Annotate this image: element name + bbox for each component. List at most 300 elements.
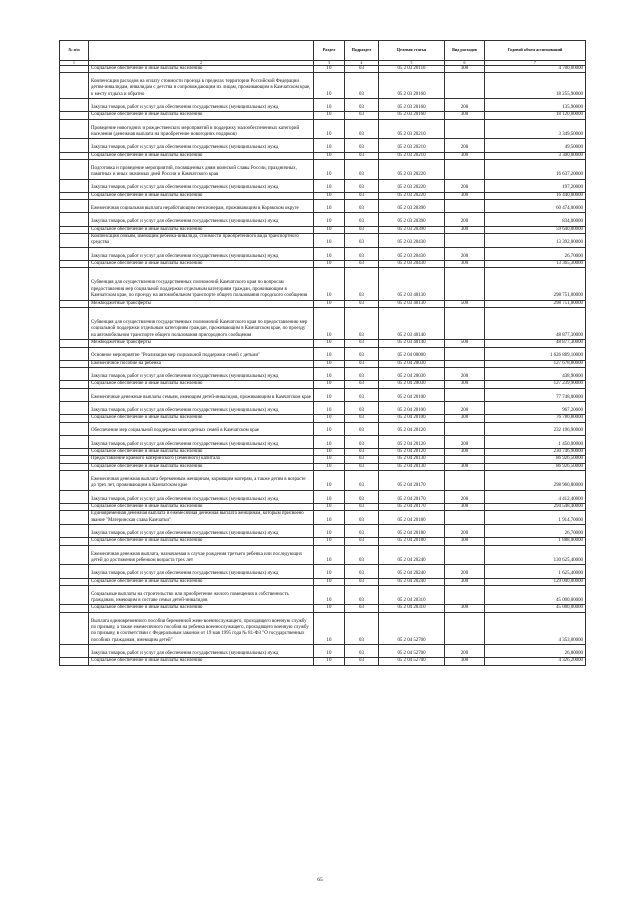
row-razdel-cell: 10 xyxy=(314,511,345,525)
row-target-article-cell: 05 2 03 20160 xyxy=(379,112,445,119)
row-name-cell: Закупка товаров, работ и услуг для обеспечения государственных (муниципальных) нужд xyxy=(89,139,314,152)
row-number-cell xyxy=(60,449,89,456)
row-name-cell: Проведение новогодних и рождественских мероприятий в поддержку малообеспеченных категорий населения (денежная выплата на приобретение новогодних подарков) xyxy=(89,119,314,139)
row-amount-cell: 129 000,00000 xyxy=(485,578,586,585)
row-name-cell: Социальное обеспечение и иные выплаты населению xyxy=(89,503,314,510)
row-number-cell xyxy=(60,605,89,612)
row-name-cell: Закупка товаров, работ и услуг для обеспечения государственных (муниципальных) нужд xyxy=(89,435,314,448)
row-number-cell xyxy=(60,360,89,367)
row-razdel-cell: 10 xyxy=(314,525,345,538)
row-amount-cell: 4 700,00000 xyxy=(485,66,586,73)
row-number-cell xyxy=(60,490,89,503)
col-number: 1 xyxy=(60,61,89,66)
row-number-cell xyxy=(60,268,89,300)
row-podrazdel-cell: 03 xyxy=(345,415,379,422)
row-podrazdel-cell: 03 xyxy=(345,200,379,213)
row-name-cell: Закупка товаров, работ и услуг для обеспечения государственных (муниципальных) нужд xyxy=(89,565,314,578)
row-target-article-cell: 05 2 04 20180 xyxy=(379,511,445,525)
row-target-article-cell: 05 2 04 20030 xyxy=(379,368,445,381)
row-target-article-cell: 05 2 03 20390 xyxy=(379,226,445,233)
row-razdel-cell: 10 xyxy=(314,585,345,605)
row-amount-cell: 60 474,00000 xyxy=(485,200,586,213)
table-row xyxy=(60,511,586,525)
table-row xyxy=(60,360,586,367)
row-expense-type-cell: 200 xyxy=(445,179,485,192)
table-row xyxy=(60,260,586,267)
row-target-article-cell: 05 2 04 20180 xyxy=(379,538,445,545)
row-razdel-cell: 10 xyxy=(314,200,345,213)
table-row xyxy=(60,192,586,199)
row-number-cell xyxy=(60,347,89,360)
row-amount-cell: 197,20000 xyxy=(485,179,586,192)
row-razdel-cell: 10 xyxy=(314,463,345,470)
row-expense-type-cell xyxy=(445,73,485,99)
row-expense-type-cell: 500 xyxy=(445,340,485,347)
row-target-article-cell: 05 2 03 20430 xyxy=(379,233,445,247)
row-podrazdel-cell: 03 xyxy=(345,471,379,491)
row-number-cell xyxy=(60,112,89,119)
row-number-cell xyxy=(60,612,89,644)
table-row xyxy=(60,503,586,510)
row-expense-type-cell: 200 xyxy=(445,247,485,260)
row-amount-cell: 1 625,40000 xyxy=(485,565,586,578)
row-name-cell: Ежемесячная денежная выплата беременным женщинам, кормящим матерям, а также детям в возрасте до трех лет, проживающим в Камчатском крае xyxy=(89,471,314,491)
row-expense-type-cell: 300 xyxy=(445,381,485,388)
row-number-cell xyxy=(60,308,89,340)
row-podrazdel-cell: 03 xyxy=(345,368,379,381)
header-podrazdel: Подраздел xyxy=(345,41,379,61)
row-number-cell xyxy=(60,300,89,307)
row-expense-type-cell: 300 xyxy=(445,226,485,233)
row-podrazdel-cell: 03 xyxy=(345,545,379,565)
row-expense-type-cell xyxy=(445,585,485,605)
row-number-cell xyxy=(60,368,89,381)
table-row xyxy=(60,247,586,260)
row-number-cell xyxy=(60,192,89,199)
row-razdel-cell: 10 xyxy=(314,415,345,422)
row-number-cell xyxy=(60,247,89,260)
table-row xyxy=(60,73,586,99)
table-row xyxy=(60,565,586,578)
row-number-cell xyxy=(60,152,89,159)
row-podrazdel-cell: 03 xyxy=(345,300,379,307)
row-podrazdel-cell: 03 xyxy=(345,490,379,503)
row-razdel-cell: 10 xyxy=(314,247,345,260)
row-target-article-cell: 05 2 04 52700 xyxy=(379,645,445,658)
table-row xyxy=(60,585,586,605)
row-razdel-cell: 10 xyxy=(314,260,345,267)
table-row xyxy=(60,347,586,360)
row-number-cell xyxy=(60,66,89,73)
row-target-article-cell: 05 2 03 20110 xyxy=(379,66,445,73)
row-name-cell: Закупка товаров, работ и услуг для обеспечения государственных (муниципальных) нужд xyxy=(89,99,314,112)
row-razdel-cell: 10 xyxy=(314,300,345,307)
col-number: 2 xyxy=(89,61,314,66)
row-razdel-cell: 10 xyxy=(314,381,345,388)
row-amount-cell: 232 196,90000 xyxy=(485,422,586,435)
row-name-cell: Подготовка и проведение мероприятий, посвященных дням воинской славы России, праздничных, памятных и иных значимых дней России и Камчатского края xyxy=(89,160,314,180)
row-expense-type-cell xyxy=(445,308,485,340)
row-name-cell: Единовременная денежная выплата и ежемесячная денежная выплата женщинам, которым присвоено звание "Материнская слава Камчатки" xyxy=(89,511,314,525)
row-target-article-cell: 05 2 04 20170 xyxy=(379,471,445,491)
table-row xyxy=(60,490,586,503)
row-amount-cell: 834,00000 xyxy=(485,213,586,226)
row-target-article-cell: 05 2 03 20220 xyxy=(379,179,445,192)
row-podrazdel-cell: 03 xyxy=(345,645,379,658)
row-amount-cell: 59 640,00000 xyxy=(485,226,586,233)
row-number-cell xyxy=(60,233,89,247)
row-razdel-cell: 10 xyxy=(314,340,345,347)
row-name-cell: Социальное обеспечение и иные выплаты населению xyxy=(89,415,314,422)
row-name-cell: Социальное обеспечение и иные выплаты населению xyxy=(89,381,314,388)
row-podrazdel-cell: 03 xyxy=(345,160,379,180)
col-number: 7 xyxy=(485,61,586,66)
row-target-article-cell: 05 2 04 20030 xyxy=(379,381,445,388)
row-target-article-cell: 05 2 04 20130 xyxy=(379,456,445,463)
row-expense-type-cell: 300 xyxy=(445,605,485,612)
table-row xyxy=(60,139,586,152)
row-razdel-cell: 10 xyxy=(314,456,345,463)
table-header-row xyxy=(60,41,586,61)
row-name-cell: Социальное обеспечение и иные выплаты населению xyxy=(89,449,314,456)
row-razdel-cell: 10 xyxy=(314,192,345,199)
row-number-cell xyxy=(60,226,89,233)
row-name-cell: Ежемесячные денежные выплаты семьям, имеющим детей-инвалидов, проживающим в Камчатском крае xyxy=(89,388,314,401)
header-expense-type: Вид расходов xyxy=(445,41,485,61)
row-expense-type-cell xyxy=(445,456,485,463)
row-target-article-cell: 05 2 04 20030 xyxy=(379,360,445,367)
row-razdel-cell: 10 xyxy=(314,435,345,448)
row-name-cell: Закупка товаров, работ и услуг для обеспечения государственных (муниципальных) нужд xyxy=(89,645,314,658)
table-row xyxy=(60,612,586,644)
row-target-article-cell: 05 2 04 52700 xyxy=(379,658,445,665)
row-podrazdel-cell: 03 xyxy=(345,585,379,605)
row-razdel-cell: 10 xyxy=(314,99,345,112)
row-target-article-cell: 05 2 03 20430 xyxy=(379,260,445,267)
table-row xyxy=(60,422,586,435)
row-amount-cell: 230 746,90000 xyxy=(485,449,586,456)
row-expense-type-cell xyxy=(445,545,485,565)
row-razdel-cell: 10 xyxy=(314,449,345,456)
row-podrazdel-cell: 03 xyxy=(345,247,379,260)
row-expense-type-cell: 200 xyxy=(445,435,485,448)
row-number-cell xyxy=(60,119,89,139)
row-target-article-cell: 05 2 03 40140 xyxy=(379,340,445,347)
table-row xyxy=(60,66,586,73)
page-number: 65 xyxy=(317,877,323,883)
row-expense-type-cell: 300 xyxy=(445,578,485,585)
row-amount-cell: 86 926,50000 xyxy=(485,456,586,463)
table-row xyxy=(60,226,586,233)
row-number-cell xyxy=(60,525,89,538)
row-podrazdel-cell: 03 xyxy=(345,179,379,192)
row-amount-cell: 298 960,80000 xyxy=(485,471,586,491)
row-amount-cell: 4 326,20000 xyxy=(485,658,586,665)
row-number-cell xyxy=(60,388,89,401)
row-name-cell: Закупка товаров, работ и услуг для обеспечения государственных (муниципальных) нужд xyxy=(89,179,314,192)
row-name-cell: Компенсация расходов на оплату стоимости проезда в пределах территории Российской Федерации детям-инвалидам, инвалидам с детства и сопровождающим их лицам, проживающим в Камчатском крае, к месту отдыха и обратно xyxy=(89,73,314,99)
row-target-article-cell: 05 2 03 40140 xyxy=(379,308,445,340)
row-name-cell: Закупка товаров, работ и услуг для обеспечения государственных (муниципальных) нужд xyxy=(89,368,314,381)
row-name-cell: Социальное обеспечение и иные выплаты населению xyxy=(89,463,314,470)
row-amount-cell: 4 412,40000 xyxy=(485,490,586,503)
header-name xyxy=(89,41,314,61)
table-row xyxy=(60,179,586,192)
row-expense-type-cell: 200 xyxy=(445,490,485,503)
table-row xyxy=(60,340,586,347)
table-row xyxy=(60,268,586,300)
table-row xyxy=(60,200,586,213)
row-expense-type-cell xyxy=(445,200,485,213)
row-expense-type-cell: 200 xyxy=(445,99,485,112)
row-podrazdel-cell: 03 xyxy=(345,73,379,99)
row-name-cell: Социальное обеспечение и иные выплаты населению xyxy=(89,192,314,199)
row-expense-type-cell: 300 xyxy=(445,152,485,159)
table-row xyxy=(60,152,586,159)
table-row xyxy=(60,112,586,119)
row-podrazdel-cell: 03 xyxy=(345,381,379,388)
row-razdel-cell: 10 xyxy=(314,368,345,381)
row-number-cell xyxy=(60,340,89,347)
row-name-cell: Обеспечение мер социальной поддержки многодетных семей в Камчатском крае xyxy=(89,422,314,435)
row-target-article-cell: 05 2 03 20430 xyxy=(379,247,445,260)
row-target-article-cell: 05 2 04 52700 xyxy=(379,612,445,644)
row-target-article-cell: 05 2 04 20100 xyxy=(379,415,445,422)
row-expense-type-cell: 200 xyxy=(445,368,485,381)
row-podrazdel-cell: 03 xyxy=(345,99,379,112)
row-amount-cell: 1 450,00000 xyxy=(485,435,586,448)
row-expense-type-cell: 300 xyxy=(445,192,485,199)
row-razdel-cell: 10 xyxy=(314,605,345,612)
row-podrazdel-cell: 03 xyxy=(345,605,379,612)
row-name-cell: Социальное обеспечение и иные выплаты населению xyxy=(89,260,314,267)
row-target-article-cell: 05 2 04 20170 xyxy=(379,490,445,503)
table-row xyxy=(60,300,586,307)
row-expense-type-cell xyxy=(445,511,485,525)
table-row xyxy=(60,435,586,448)
row-name-cell: Выплата единовременного пособия беременной жене военнослужащего, проходящего военную службу по призыву, а также ежемесячного пособия на ребенка военнослужащего, проходящего военную службу по призыву, в соответствии с Федеральным законом от 19 мая 1995 года № 81-ФЗ "О государственных пособиях гражданам, имеющим детей" xyxy=(89,612,314,644)
row-razdel-cell: 10 xyxy=(314,73,345,99)
table-row xyxy=(60,368,586,381)
row-amount-cell: 16 637,20000 xyxy=(485,160,586,180)
row-target-article-cell: 05 2 03 20160 xyxy=(379,99,445,112)
row-razdel-cell: 10 xyxy=(314,503,345,510)
row-amount-cell: 438,90000 xyxy=(485,368,586,381)
row-razdel-cell: 10 xyxy=(314,160,345,180)
row-amount-cell: 86 926,50000 xyxy=(485,463,586,470)
row-podrazdel-cell: 03 xyxy=(345,139,379,152)
row-podrazdel-cell: 03 xyxy=(345,503,379,510)
row-target-article-cell: 05 2 04 20120 xyxy=(379,422,445,435)
row-number-cell xyxy=(60,658,89,665)
row-podrazdel-cell: 03 xyxy=(345,388,379,401)
row-amount-cell: 45 000,00000 xyxy=(485,605,586,612)
row-target-article-cell: 05 2 03 20160 xyxy=(379,73,445,99)
table-row xyxy=(60,658,586,665)
row-razdel-cell: 10 xyxy=(314,578,345,585)
row-podrazdel-cell: 03 xyxy=(345,402,379,415)
table-row xyxy=(60,605,586,612)
row-amount-cell: 1 626 889,10000 xyxy=(485,347,586,360)
row-podrazdel-cell: 03 xyxy=(345,66,379,73)
row-amount-cell: 967,20000 xyxy=(485,402,586,415)
row-razdel-cell: 10 xyxy=(314,422,345,435)
row-number-cell xyxy=(60,463,89,470)
row-target-article-cell: 05 2 04 20120 xyxy=(379,435,445,448)
row-expense-type-cell: 200 xyxy=(445,565,485,578)
row-podrazdel-cell: 03 xyxy=(345,192,379,199)
row-name-cell: Закупка товаров, работ и услуг для обеспечения государственных (муниципальных) нужд xyxy=(89,213,314,226)
row-name-cell: Социальное обеспечение и иные выплаты населению xyxy=(89,578,314,585)
row-razdel-cell: 10 xyxy=(314,565,345,578)
row-podrazdel-cell: 03 xyxy=(345,152,379,159)
row-expense-type-cell xyxy=(445,422,485,435)
col-number: 3 xyxy=(314,61,345,66)
row-razdel-cell: 10 xyxy=(314,658,345,665)
row-expense-type-cell xyxy=(445,471,485,491)
row-podrazdel-cell: 03 xyxy=(345,449,379,456)
row-name-cell: Социальное обеспечение и иные выплаты населению xyxy=(89,658,314,665)
row-podrazdel-cell: 03 xyxy=(345,511,379,525)
row-amount-cell: 1 888,00000 xyxy=(485,538,586,545)
row-amount-cell: 298 751,00000 xyxy=(485,268,586,300)
row-number-cell xyxy=(60,471,89,491)
row-razdel-cell: 10 xyxy=(314,112,345,119)
row-amount-cell: 1 914,70000 xyxy=(485,511,586,525)
row-amount-cell: 48 877,30000 xyxy=(485,308,586,340)
row-razdel-cell: 10 xyxy=(314,179,345,192)
row-amount-cell: 18 120,00000 xyxy=(485,112,586,119)
row-podrazdel-cell: 03 xyxy=(345,565,379,578)
row-podrazdel-cell: 03 xyxy=(345,538,379,545)
row-target-article-cell: 05 2 04 20310 xyxy=(379,585,445,605)
row-razdel-cell: 10 xyxy=(314,545,345,565)
row-expense-type-cell: 200 xyxy=(445,525,485,538)
row-amount-cell: 298 751,00000 xyxy=(485,300,586,307)
table-row xyxy=(60,525,586,538)
row-amount-cell: 294 548,40000 xyxy=(485,503,586,510)
row-number-cell xyxy=(60,422,89,435)
row-name-cell: Субвенция для осуществления государственных полномочий Камчатского края по предоставлению мер социальной поддержки отдельным категориям граждан, проживающим в Камчатском крае, по проезду на автомобильном транспорте общего пользования пригородного сообщения xyxy=(89,308,314,340)
row-podrazdel-cell: 03 xyxy=(345,226,379,233)
row-expense-type-cell xyxy=(445,360,485,367)
table-row xyxy=(60,388,586,401)
row-podrazdel-cell: 03 xyxy=(345,119,379,139)
row-target-article-cell: 05 2 04 20120 xyxy=(379,449,445,456)
row-amount-cell: 130 625,40000 xyxy=(485,545,586,565)
row-podrazdel-cell: 03 xyxy=(345,578,379,585)
row-expense-type-cell: 300 xyxy=(445,260,485,267)
table-row xyxy=(60,645,586,658)
row-podrazdel-cell: 03 xyxy=(345,260,379,267)
row-target-article-cell: 05 2 04 20130 xyxy=(379,463,445,470)
row-amount-cell: 45 000,00000 xyxy=(485,585,586,605)
table-row xyxy=(60,463,586,470)
col-number: 6 xyxy=(445,61,485,66)
row-expense-type-cell: 300 xyxy=(445,658,485,665)
table-body xyxy=(60,66,586,666)
row-razdel-cell: 10 xyxy=(314,360,345,367)
row-target-article-cell: 05 2 04 20310 xyxy=(379,605,445,612)
row-razdel-cell: 10 xyxy=(314,538,345,545)
row-target-article-cell: 05 2 03 40130 xyxy=(379,300,445,307)
row-number-cell xyxy=(60,381,89,388)
row-target-article-cell: 05 2 04 20240 xyxy=(379,578,445,585)
row-amount-cell: 18 255,90000 xyxy=(485,73,586,99)
header-num: № п/п xyxy=(60,41,89,61)
row-name-cell: Основное мероприятие "Реализация мер социальной поддержки семей с детьми" xyxy=(89,347,314,360)
row-podrazdel-cell: 03 xyxy=(345,112,379,119)
row-podrazdel-cell: 03 xyxy=(345,308,379,340)
budget-table-page xyxy=(59,40,585,666)
row-number-cell xyxy=(60,511,89,525)
row-number-cell xyxy=(60,160,89,180)
row-target-article-cell: 05 2 03 20390 xyxy=(379,200,445,213)
row-razdel-cell: 10 xyxy=(314,268,345,300)
row-name-cell: Закупка товаров, работ и услуг для обеспечения государственных (муниципальных) нужд xyxy=(89,490,314,503)
row-number-cell xyxy=(60,260,89,267)
row-podrazdel-cell: 03 xyxy=(345,612,379,644)
row-expense-type-cell xyxy=(445,612,485,644)
header-annual-amount: Годовой объем ассигнований xyxy=(485,41,586,61)
row-number-cell xyxy=(60,545,89,565)
row-amount-cell: 76 780,80000 xyxy=(485,415,586,422)
table-row xyxy=(60,578,586,585)
table-row xyxy=(60,213,586,226)
row-razdel-cell: 10 xyxy=(314,233,345,247)
budget-table xyxy=(59,40,586,666)
row-number-cell xyxy=(60,139,89,152)
row-name-cell: Межбюджетные трансферты xyxy=(89,300,314,307)
row-expense-type-cell: 300 xyxy=(445,449,485,456)
row-razdel-cell: 10 xyxy=(314,213,345,226)
header-razdel: Раздел xyxy=(314,41,345,61)
row-razdel-cell: 10 xyxy=(314,612,345,644)
row-target-article-cell: 05 2 03 20220 xyxy=(379,160,445,180)
row-name-cell: Социальное обеспечение и иные выплаты населению xyxy=(89,112,314,119)
row-amount-cell: 48 877,30000 xyxy=(485,340,586,347)
col-number: 4 xyxy=(345,61,379,66)
row-name-cell: Межбюджетные трансферты xyxy=(89,340,314,347)
row-target-article-cell: 05 2 03 20210 xyxy=(379,152,445,159)
row-podrazdel-cell: 03 xyxy=(345,435,379,448)
row-number-cell xyxy=(60,503,89,510)
row-number-cell xyxy=(60,99,89,112)
row-expense-type-cell: 300 xyxy=(445,66,485,73)
row-target-article-cell: 05 2 04 00000 xyxy=(379,347,445,360)
row-amount-cell: 4 353,00000 xyxy=(485,612,586,644)
row-podrazdel-cell: 03 xyxy=(345,340,379,347)
row-razdel-cell: 10 xyxy=(314,347,345,360)
row-expense-type-cell: 200 xyxy=(445,213,485,226)
row-target-article-cell: 05 2 04 20170 xyxy=(379,503,445,510)
table-row xyxy=(60,538,586,545)
row-razdel-cell: 10 xyxy=(314,119,345,139)
row-number-cell xyxy=(60,538,89,545)
row-name-cell: Социальные выплаты на строительство или приобретение жилого помещения в собственность гражданам, имеющим в составе семьи детей-инвалидов xyxy=(89,585,314,605)
col-number: 5 xyxy=(379,61,445,66)
row-name-cell: Компенсация семьям, имеющим ребенка-инвалида, стоимости приобретенного вида транспортного средства xyxy=(89,233,314,247)
row-amount-cell: 3 349,50000 xyxy=(485,119,586,139)
row-expense-type-cell: 200 xyxy=(445,139,485,152)
row-target-article-cell: 05 2 03 40130 xyxy=(379,268,445,300)
row-target-article-cell: 05 2 04 20100 xyxy=(379,388,445,401)
row-podrazdel-cell: 03 xyxy=(345,463,379,470)
row-name-cell: Закупка товаров, работ и услуг для обеспечения государственных (муниципальных) нужд xyxy=(89,247,314,260)
row-name-cell: Ежемесячная социальная выплата неработающим пенсионерам, проживающим в Корякском округе xyxy=(89,200,314,213)
table-row xyxy=(60,119,586,139)
row-number-cell xyxy=(60,645,89,658)
